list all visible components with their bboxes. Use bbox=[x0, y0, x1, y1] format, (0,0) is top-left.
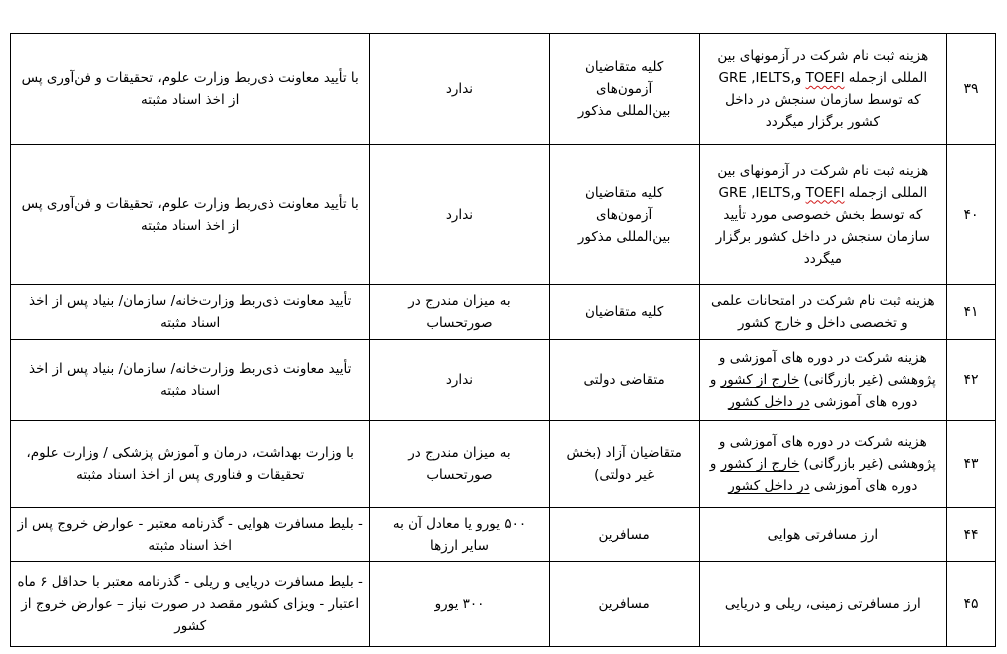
conditions-cell: با تأیید معاونت ذی‌ربط وزارت علوم، تحقیقات و فن‌آوری پس از اخذ اسناد مثبته bbox=[11, 34, 370, 145]
exam-names: GRE ,IELTS, bbox=[718, 184, 795, 201]
description-conjunction: و bbox=[794, 70, 806, 86]
applicants-cell: متقاضی دولتی bbox=[549, 340, 699, 421]
description-line: سازمان سنجش در داخل کشور برگزار bbox=[715, 228, 930, 245]
amount-cell: ندارد bbox=[370, 340, 549, 421]
conditions-cell: تأیید معاونت ذی‌ربط وزارت‌خانه/ سازمان/ بنیاد پس از اخذ اسناد مثبته bbox=[11, 340, 370, 421]
underlined-abroad: خارج از کشور bbox=[720, 372, 800, 388]
table-row bbox=[11, 421, 996, 508]
table-row bbox=[11, 562, 996, 647]
description-cell bbox=[699, 34, 946, 145]
description-line: هزینه ثبت نام شرکت در آزمونهای بین bbox=[717, 48, 929, 64]
conditions-cell: تأیید معاونت ذی‌ربط وزارت‌خانه/ سازمان/ بنیاد پس از اخذ اسناد مثبته bbox=[11, 285, 370, 340]
table-row bbox=[11, 340, 996, 421]
regulations-table bbox=[10, 33, 996, 647]
description-cell: ارز مسافرتی هوایی bbox=[699, 508, 946, 562]
row-number: ۴۱ bbox=[946, 285, 995, 340]
table-row bbox=[11, 285, 996, 340]
row-number: ۴۰ bbox=[946, 145, 995, 285]
conditions-cell: با تأیید معاونت ذی‌ربط وزارت علوم، تحقیقات و فن‌آوری پس از اخذ اسناد مثبته bbox=[11, 145, 370, 285]
toefl-term: TOEFl bbox=[805, 184, 845, 201]
applicants-cell: مسافرین bbox=[549, 562, 699, 647]
description-cell bbox=[699, 145, 946, 285]
applicants-cell: کلیه متقاضیان آزمون‌های بین‌المللی مذکور bbox=[549, 145, 699, 285]
description-line: المللی ازجمله bbox=[844, 70, 928, 86]
amount-cell: ۵۰۰ یورو یا معادل آن به سایر ارزها bbox=[370, 508, 549, 562]
conditions-cell: - بلیط مسافرت دریایی و ریلی - گذرنامه معتبر با حداقل ۶ ماه اعتبار - ویزای کشور مقصد در صورت نیاز – عوارض خروج از کشور bbox=[11, 562, 370, 647]
description-cell: ارز مسافرتی زمینی، ریلی و دریایی bbox=[699, 562, 946, 647]
conditions-cell: با وزارت بهداشت، درمان و آموزش پزشکی / وزارت علوم، تحقیقات و فناوری پس از اخذ اسناد مثبته bbox=[11, 421, 370, 508]
applicants-cell: مسافرین bbox=[549, 508, 699, 562]
description-text: و دوره های آموزشی bbox=[709, 456, 918, 494]
applicants-cell: کلیه متقاضیان bbox=[549, 285, 699, 340]
amount-cell: ۳۰۰ یورو bbox=[370, 562, 549, 647]
description-cell bbox=[699, 340, 946, 421]
table-row bbox=[11, 34, 996, 145]
exam-names: GRE ,IELTS, bbox=[718, 70, 795, 86]
applicants-cell: متقاضیان آزاد (بخش غیر دولتی) bbox=[549, 421, 699, 508]
row-number: ۴۵ bbox=[946, 562, 995, 647]
row-number: ۳۹ bbox=[946, 34, 995, 145]
table-row bbox=[11, 145, 996, 285]
table-row bbox=[11, 508, 996, 562]
applicants-cell: کلیه متقاضیان آزمون‌های بین‌المللی مذکور bbox=[549, 34, 699, 145]
amount-cell: به میزان مندرج در صورتحساب bbox=[370, 421, 549, 508]
description-text: و دوره های آموزشی bbox=[709, 372, 918, 410]
description-text: هزینه شرکت در دوره های آموزشی و پژوهشی (غیر بازرگانی) bbox=[718, 434, 936, 472]
underlined-domestic: در داخل کشور bbox=[728, 478, 810, 494]
description-conjunction: و bbox=[794, 184, 806, 201]
row-number: ۴۲ bbox=[946, 340, 995, 421]
description-line: المللی ازجمله bbox=[844, 184, 928, 201]
row-number: ۴۴ bbox=[946, 508, 995, 562]
description-line: کشور برگزار میگردد bbox=[765, 114, 880, 130]
amount-cell: ندارد bbox=[370, 34, 549, 145]
description-text: هزینه شرکت در دوره های آموزشی و پژوهشی (غیر بازرگانی) bbox=[718, 350, 936, 388]
description-cell: هزینه ثبت نام شرکت در امتحانات علمی و تخصصی داخل و خارج کشور bbox=[699, 285, 946, 340]
underlined-abroad: خارج از کشور bbox=[720, 456, 800, 472]
amount-cell: به میزان مندرج در صورتحساب bbox=[370, 285, 549, 340]
description-line: که توسط سازمان سنجش در داخل bbox=[725, 92, 921, 108]
toefl-term: TOEFl bbox=[805, 70, 845, 86]
description-line: میگردد bbox=[803, 250, 842, 267]
row-number: ۴۳ bbox=[946, 421, 995, 508]
description-line: هزینه ثبت نام شرکت در آزمونهای بین bbox=[717, 162, 929, 179]
underlined-domestic: در داخل کشور bbox=[728, 394, 810, 410]
conditions-cell: - بلیط مسافرت هوایی - گذرنامه معتبر - عوارض خروج پس از اخذ اسناد مثبته bbox=[11, 508, 370, 562]
description-line: که توسط بخش خصوصی مورد تأیید bbox=[723, 206, 923, 223]
description-cell bbox=[699, 421, 946, 508]
amount-cell: ندارد bbox=[370, 145, 549, 285]
